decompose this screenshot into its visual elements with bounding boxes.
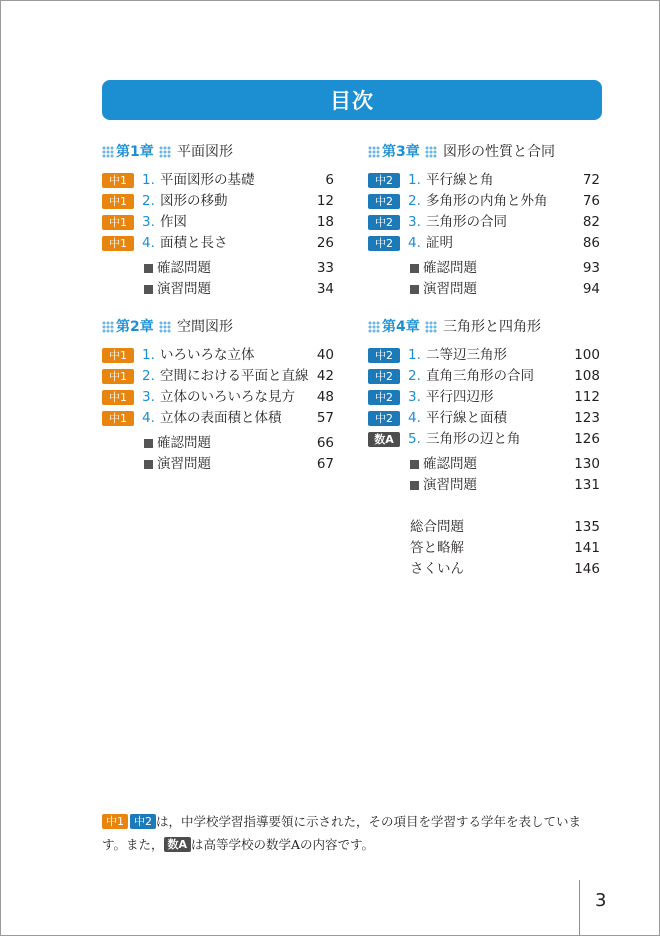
footnote-text: は，中学校学習指導要領に示された，その項目を学習する学年を表しています。また， [102,814,582,852]
item-number: 2. [142,368,155,384]
chapter-1-section [102,142,334,300]
grade-badge: 中1 [102,814,128,829]
item-number: 2. [408,193,421,209]
chapter-heading [102,142,334,170]
review-item[interactable] [368,279,600,300]
square-bullet-icon [144,439,153,448]
review-item[interactable] [368,454,600,475]
item-title: 図形の移動 [160,193,228,209]
review-title: 演習問題 [423,477,477,493]
chapter-number: 第2章 [116,319,154,335]
dots-icon [368,146,380,158]
chapter-heading [368,142,600,170]
review-title: 確認問題 [423,260,477,276]
dots-icon [102,321,114,333]
toc-item[interactable] [368,408,600,429]
footnote-text: は高等学校の数学Aの内容です。 [191,837,375,852]
chapter-title: 図形の性質と合同 [443,144,555,160]
item-page: 12 [316,193,334,209]
toc-item[interactable] [102,387,334,408]
item-title: 直角三角形の合同 [426,368,534,384]
toc-item[interactable] [102,170,334,191]
grade-badge: 中2 [368,348,400,363]
item-page: 123 [574,410,600,426]
dots-icon [425,321,437,333]
item-title: 多角形の内角と外角 [426,193,548,209]
review-page: 66 [316,435,334,451]
item-page: 6 [325,172,334,188]
grade-badge: 中1 [102,173,134,188]
review-page: 34 [316,281,334,297]
extra-title: さくいん [410,561,464,577]
item-title: 三角形の合同 [426,214,507,230]
footnote [102,810,602,856]
item-page: 86 [582,235,600,251]
item-title: 平行線と面積 [426,410,507,426]
item-page: 48 [316,389,334,405]
item-number: 1. [408,347,421,363]
chapter-title: 三角形と四角形 [443,319,541,335]
item-title: 平行線と角 [426,172,494,188]
extra-item[interactable] [368,559,600,580]
chapter-3-section [368,142,600,300]
chapter-4-section [368,317,600,580]
dots-icon [159,146,171,158]
grade-badge: 中1 [102,348,134,363]
square-bullet-icon [144,460,153,469]
page-rule [579,880,580,936]
review-page: 130 [574,456,600,472]
grade-badge: 中1 [102,194,134,209]
item-title: 面積と長さ [160,235,228,251]
grade-badge: 中2 [368,411,400,426]
item-title: 平行四辺形 [426,389,494,405]
item-page: 72 [582,172,600,188]
extra-item[interactable] [368,538,600,559]
toc-item[interactable] [102,233,334,254]
item-title: 平面図形の基礎 [160,172,255,188]
grade-badge: 中2 [130,814,156,829]
grade-badge: 中2 [368,236,400,251]
item-title: いろいろな立体 [160,347,255,363]
item-number: 1. [142,172,155,188]
toc-item[interactable] [368,170,600,191]
item-number: 5. [408,431,421,447]
item-number: 1. [408,172,421,188]
grade-badge: 数A [164,837,192,852]
toc-item[interactable] [102,345,334,366]
chapter-number: 第3章 [382,144,420,160]
grade-badge: 中2 [368,173,400,188]
extra-item[interactable] [368,517,600,538]
chapter-number: 第4章 [382,319,420,335]
extra-page: 141 [574,540,600,556]
item-page: 26 [316,235,334,251]
square-bullet-icon [410,264,419,273]
toc-item[interactable] [368,191,600,212]
item-number: 1. [142,347,155,363]
toc-item[interactable] [368,366,600,387]
item-number: 3. [142,214,155,230]
toc-item[interactable] [102,191,334,212]
grade-badge: 中2 [368,390,400,405]
toc-item[interactable] [102,366,334,387]
toc-item[interactable] [102,212,334,233]
item-number: 4. [142,410,155,426]
item-page: 112 [574,389,600,405]
chapter-heading [368,317,600,345]
item-number: 4. [142,235,155,251]
item-title: 立体の表面積と体積 [160,410,282,426]
item-page: 100 [574,347,600,363]
item-page: 18 [316,214,334,230]
review-item[interactable] [368,258,600,279]
review-item[interactable] [102,454,334,475]
review-page: 93 [582,260,600,276]
review-page: 67 [316,456,334,472]
item-number: 3. [408,389,421,405]
chapter-title: 空間図形 [177,319,233,335]
grade-badge: 数A [368,432,400,447]
square-bullet-icon [410,460,419,469]
toc-item[interactable] [102,408,334,429]
extra-title: 答と略解 [410,540,464,556]
review-item[interactable] [102,433,334,454]
grade-badge: 中2 [368,194,400,209]
review-title: 確認問題 [157,260,211,276]
dots-icon [102,146,114,158]
grade-badge: 中1 [102,236,134,251]
grade-badge: 中1 [102,215,134,230]
item-number: 4. [408,410,421,426]
item-title: 三角形の辺と角 [426,431,521,447]
dots-icon [159,321,171,333]
toc-item[interactable] [368,233,600,254]
grade-badge: 中1 [102,390,134,405]
review-title: 演習問題 [423,281,477,297]
toc-item[interactable] [368,429,600,450]
item-number: 2. [142,193,155,209]
square-bullet-icon [144,264,153,273]
item-page: 126 [574,431,600,447]
item-page: 76 [582,193,600,209]
review-item[interactable] [368,475,600,496]
item-page: 108 [574,368,600,384]
item-number: 2. [408,368,421,384]
item-title: 空間における平面と直線 [160,368,309,384]
extra-page: 146 [574,561,600,577]
extra-page: 135 [574,519,600,535]
square-bullet-icon [410,285,419,294]
review-title: 確認問題 [157,435,211,451]
square-bullet-icon [410,481,419,490]
dots-icon [368,321,380,333]
extra-title: 総合問題 [410,519,464,535]
page-number: 3 [595,890,607,911]
dots-icon [425,146,437,158]
chapter-heading [102,317,334,345]
toc-item[interactable] [368,212,600,233]
item-page: 42 [316,368,334,384]
toc-title: 目次 [102,80,602,120]
toc-item[interactable] [368,387,600,408]
grade-badge: 中1 [102,369,134,384]
item-number: 3. [142,389,155,405]
chapter-number: 第1章 [116,144,154,160]
grade-badge: 中2 [368,369,400,384]
item-page: 40 [316,347,334,363]
review-page: 131 [574,477,600,493]
chapter-title: 平面図形 [177,144,233,160]
item-title: 立体のいろいろな見方 [160,389,295,405]
review-title: 確認問題 [423,456,477,472]
review-item[interactable] [102,258,334,279]
review-page: 94 [582,281,600,297]
item-page: 82 [582,214,600,230]
review-page: 33 [316,260,334,276]
review-title: 演習問題 [157,281,211,297]
item-page: 57 [316,410,334,426]
grade-badge: 中2 [368,215,400,230]
item-title: 作図 [160,214,187,230]
item-number: 4. [408,235,421,251]
review-item[interactable] [102,279,334,300]
grade-badge: 中1 [102,411,134,426]
item-title: 二等辺三角形 [426,347,507,363]
item-number: 3. [408,214,421,230]
item-title: 証明 [426,235,453,251]
chapter-2-section [102,317,334,475]
review-title: 演習問題 [157,456,211,472]
square-bullet-icon [144,285,153,294]
toc-item[interactable] [368,345,600,366]
